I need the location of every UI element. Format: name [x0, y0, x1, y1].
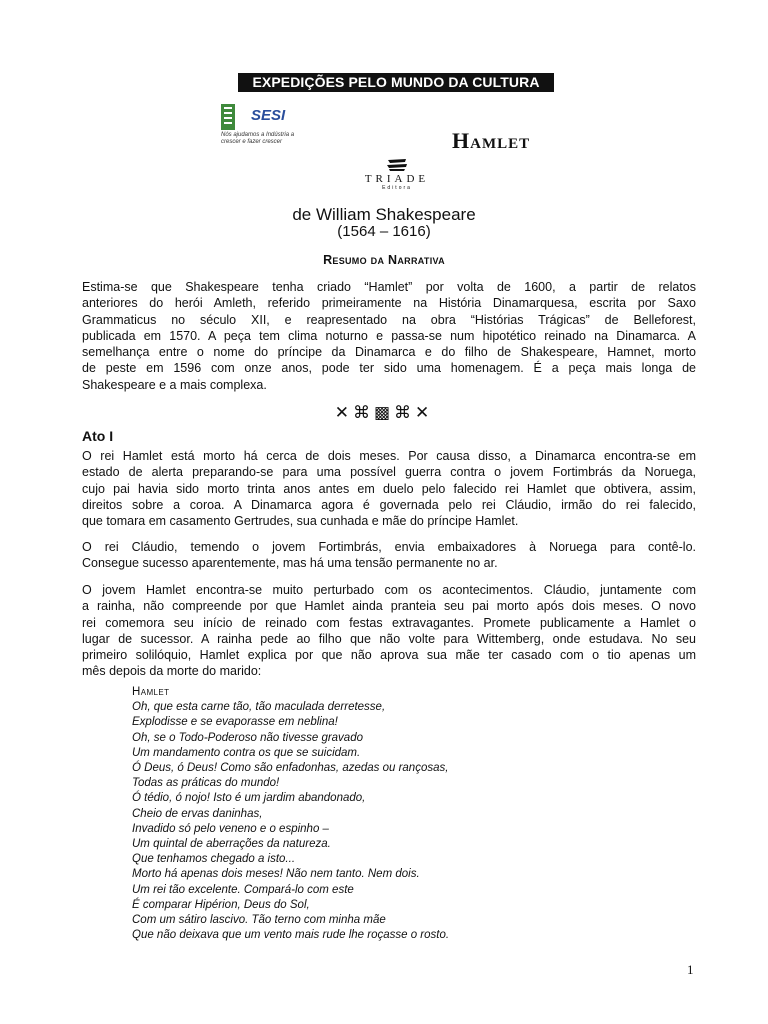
poem-line: Oh, se o Todo-Poderoso não tivesse gravado: [132, 731, 363, 744]
author-dates: (1564 – 1616): [337, 223, 431, 240]
poem-line: Que não deixava que um vento mais rude lhe roçasse o rosto.: [132, 929, 450, 942]
poem-line: Cheio de ervas daninhas,: [132, 807, 263, 820]
play-title: Hamlet: [452, 128, 531, 153]
text-line: rei comemora seu início de reinado com festas extravagantes. Promete publicamente a Hamlet o: [82, 615, 696, 630]
page-number: 1: [687, 962, 694, 977]
text-line: O rei Cláudio, temendo o jovem Fortimbrás, envia embaixadores à Noruega para contê-lo.: [82, 540, 696, 554]
poem-line: Um mandamento contra os que se suicidam.: [132, 746, 361, 759]
text-line: mês depois da morte do marido:: [82, 664, 262, 679]
sesi-logo-mark-icon: [221, 104, 235, 130]
text-line: que tomara em casamento Gertrudes, sua cunhada e mãe do príncipe Hamlet.: [82, 514, 519, 529]
poem-line: Todas as práticas do mundo!: [132, 777, 280, 790]
poem-line: Explodisse e se evaporasse em neblina!: [132, 716, 338, 729]
sesi-name: SESI: [251, 107, 286, 124]
sesi-tagline: Nós ajudamos a Indústria a crescer e fazer crescer: [221, 132, 295, 145]
text-line: semelhança entre o nome do príncipe da Dinamarca e do filho de Shakespeare, Hamnet, morto: [82, 345, 696, 360]
text-line: direitos sobre a coroa. A Dinamarca agora é governada pelo rei Cláudio, irmão do rei falecido,: [82, 497, 696, 512]
text-line: lugar de sucessor. A rainha pede ao filho que não volte para Wittemberg, onde estudava. No seu: [82, 631, 696, 646]
poem-line: Ó Deus, ó Deus! Como são enfadonhas, azedas ou rançosas,: [132, 762, 449, 775]
paragraph-2: [82, 539, 696, 572]
author-line: de William Shakespeare: [292, 205, 476, 224]
text-line: Estima-se que Shakespeare tenha criado “Hamlet” por volta de 1600, a partir de relatos: [82, 280, 696, 294]
text-line: primeiro solilóquio, Hamlet explica por que não aprova sua mãe ter casado com o tio apenas um: [82, 648, 696, 663]
text-line: Shakespeare e a mais complexa.: [82, 377, 267, 392]
text-line: Consegue sucesso aparentemente, mas há uma tensão permanente no ar.: [82, 556, 498, 571]
poem-line: Ó tédio, ó nojo! Isto é um jardim abandonado,: [132, 792, 366, 805]
sesi-logo: [219, 104, 299, 152]
text-line: cujo pai havia sido morto trinta anos antes em duelo pelo falecido rei Hamlet que obtivera, assim,: [82, 481, 696, 496]
poem-line: Com um sátiro lascivo. Tão terno com minha mãe: [132, 914, 386, 927]
triade-logo-mark-icon: [386, 158, 408, 172]
poem-line: Invadido só pelo veneno e o espinho –: [132, 822, 329, 835]
poem-line: Que tenhamos chegado a isto...: [132, 853, 296, 866]
poem-line: É comparar Hipérion, Deus do Sol,: [132, 898, 310, 911]
publisher-sub: Editora: [382, 185, 412, 191]
text-line: anteriores do herói Amleth, referido primeiramente na História Dinamarquesa, escrita por Saxo: [82, 296, 696, 311]
poem-line: Oh, que esta carne tão, tão maculada derretesse,: [132, 701, 386, 714]
text-line: Grammaticus no século XII, e reapresentado na obra “Histórias Trágicas” de Belleforest,: [82, 312, 696, 327]
banner-title: EXPEDIÇÕES PELO MUNDO DA CULTURA: [238, 73, 554, 92]
section-title: Resumo da Narrativa: [323, 253, 445, 267]
text-line: O rei Hamlet está morto há cerca de dois meses. Por causa disso, a Dinamarca encontra-se em: [82, 449, 696, 463]
text-line: O jovem Hamlet encontra-se muito perturbado com os acontecimentos. Cláudio, juntamente com: [82, 583, 696, 597]
paragraph-1: [82, 448, 696, 529]
publisher-name: TRIADE: [364, 173, 430, 185]
text-line: de peste em 1596 com onze anos, pode ter sido uma homenagem. É a peça mais longa de: [82, 361, 696, 376]
poem-speaker: Hamlet: [132, 686, 170, 698]
act-heading: Ato I: [82, 428, 114, 444]
poem-line: Um rei tão excelente. Compará-lo com este: [132, 883, 354, 896]
text-line: estado de alerta preparando-se para uma possível guerra contra o jovem Fortimbrás da Noruega,: [82, 465, 696, 480]
text-line: publicada em 1570. A peça tem clima noturno e passa-se num hipotético reinado na Dinamarca. A: [82, 328, 696, 343]
poem-line: Morto há apenas dois meses! Não nem tanto. Nem dois.: [132, 868, 420, 881]
intro-paragraph: [82, 279, 696, 393]
poem-line: Um quintal de aberrações da natureza.: [132, 838, 331, 851]
triade-logo: [360, 158, 434, 196]
text-line: a rainha, não compreende por que Hamlet ainda pranteia seu pai morto após dois meses. O novo: [82, 599, 696, 614]
poem-quote: [132, 685, 449, 943]
paragraph-3: [82, 582, 696, 680]
ornament-divider: ✕⌘▩⌘✕: [334, 403, 434, 423]
